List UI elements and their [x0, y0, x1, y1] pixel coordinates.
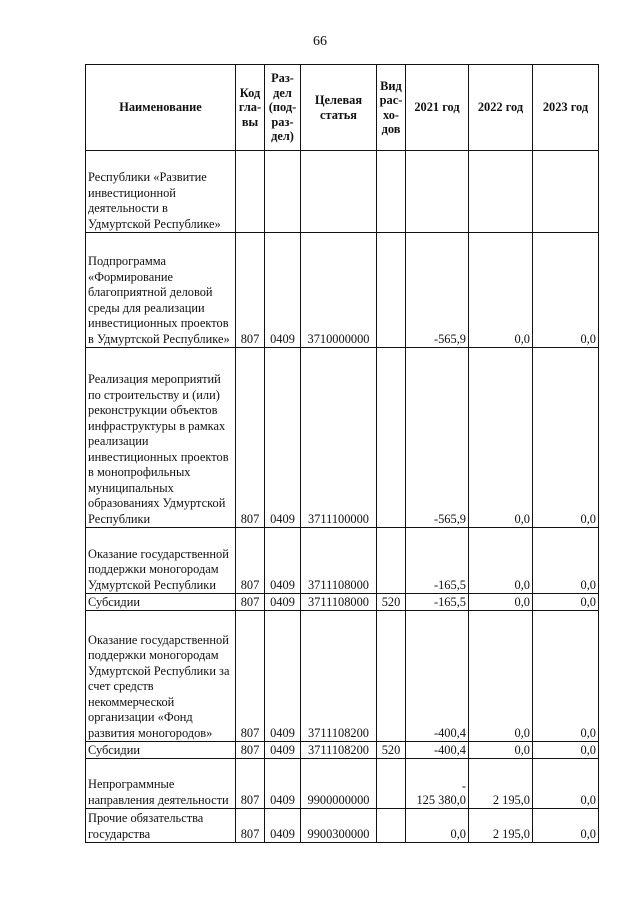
table-row	[86, 348, 599, 528]
row-2023: 0,0	[533, 528, 599, 594]
row-2021: -165,5	[406, 594, 469, 611]
row-2021: 125 380,0	[416, 792, 466, 807]
row-name: Оказание государственной поддержки моногородам Удмуртской Республики	[86, 528, 236, 594]
row-name: Реализация мероприятий по строительству и (или) реконструкции объектов инфраструктуры в рамках реализации инвестиционных проектов в монопрофильных муниципальных образованиях Удмуртской Республики	[86, 348, 236, 528]
row-name: Субсидии	[86, 594, 236, 611]
row-exptype	[377, 528, 406, 594]
row-code: 807	[236, 528, 265, 594]
row-code: 807	[236, 742, 265, 759]
row-2023: 0,0	[533, 233, 599, 348]
row-2021: -165,5	[406, 528, 469, 594]
table-row	[86, 809, 599, 843]
row-target: 3711108000	[301, 528, 377, 594]
row-target	[301, 151, 377, 233]
row-exptype: 520	[377, 594, 406, 611]
row-code: 807	[236, 809, 265, 843]
row-2021-dash: -	[461, 778, 466, 793]
table-row	[86, 528, 599, 594]
row-name: Оказание государственной поддержки моногородам Удмуртской Республики за счет средств некоммерческой организации «Фонд развития моногородов»	[86, 611, 236, 742]
row-2022: 0,0	[469, 528, 533, 594]
table-row	[86, 759, 599, 809]
row-2021	[406, 151, 469, 233]
row-name: Прочие обязательства государства	[86, 809, 236, 843]
header-section: Раз- дел (под- раз- дел)	[265, 65, 301, 151]
row-section: 0409	[265, 809, 301, 843]
row-exptype	[377, 348, 406, 528]
row-2021: -400,4	[406, 742, 469, 759]
row-2021: 0,0	[406, 809, 469, 843]
table-row	[86, 594, 599, 611]
row-target: 3710000000	[301, 233, 377, 348]
row-exptype	[377, 611, 406, 742]
row-section: 0409	[265, 611, 301, 742]
row-name: Подпрограмма «Формирование благоприятной деловой среды для реализации инвестиционных проектов в Удмуртской Республике»	[86, 233, 236, 348]
header-target: Целевая статья	[301, 65, 377, 151]
row-section: 0409	[265, 528, 301, 594]
header-2023: 2023 год	[533, 65, 599, 151]
row-2022: 0,0	[469, 348, 533, 528]
table-row	[86, 742, 599, 759]
row-2023: 0,0	[533, 611, 599, 742]
table-row	[86, 151, 599, 233]
row-target: 3711100000	[301, 348, 377, 528]
row-code	[236, 151, 265, 233]
row-exptype	[377, 809, 406, 843]
row-2022: 0,0	[469, 742, 533, 759]
header-exptype: Вид рас- хо- дов	[377, 65, 406, 151]
row-2022: 2 195,0	[469, 759, 533, 809]
row-2023: 0,0	[533, 594, 599, 611]
row-code: 807	[236, 348, 265, 528]
row-code: 807	[236, 759, 265, 809]
row-name: Субсидии	[86, 742, 236, 759]
row-section: 0409	[265, 594, 301, 611]
row-target: 3711108000	[301, 594, 377, 611]
row-section: 0409	[265, 742, 301, 759]
row-2021: -565,9	[406, 233, 469, 348]
row-2023	[533, 151, 599, 233]
row-2022: 0,0	[469, 233, 533, 348]
header-name: Наименование	[86, 65, 236, 151]
header-code: Код гла- вы	[236, 65, 265, 151]
row-2022: 0,0	[469, 611, 533, 742]
page-number: 66	[313, 34, 327, 49]
row-code: 807	[236, 611, 265, 742]
row-2022	[469, 151, 533, 233]
row-2021: -565,9	[406, 348, 469, 528]
row-exptype: 520	[377, 742, 406, 759]
table-row	[86, 233, 599, 348]
row-section: 0409	[265, 233, 301, 348]
row-2022: 0,0	[469, 594, 533, 611]
header-row	[86, 65, 599, 151]
row-2023: 0,0	[533, 809, 599, 843]
row-2023: 0,0	[533, 742, 599, 759]
row-name: Непрограммные направления деятельности	[86, 759, 236, 809]
row-exptype	[377, 233, 406, 348]
row-2021-cell	[406, 759, 469, 809]
row-2023: 0,0	[533, 759, 599, 809]
row-2022: 2 195,0	[469, 809, 533, 843]
row-target: 9900000000	[301, 759, 377, 809]
row-section	[265, 151, 301, 233]
row-section: 0409	[265, 759, 301, 809]
row-name: Республики «Развитие инвестиционной деятельности в Удмуртской Республике»	[86, 151, 236, 233]
row-2021: -400,4	[406, 611, 469, 742]
row-2023: 0,0	[533, 348, 599, 528]
table-row	[86, 611, 599, 742]
row-exptype	[377, 151, 406, 233]
budget-table	[85, 64, 599, 843]
row-section: 0409	[265, 348, 301, 528]
row-code: 807	[236, 594, 265, 611]
row-target: 9900300000	[301, 809, 377, 843]
row-code: 807	[236, 233, 265, 348]
row-exptype	[377, 759, 406, 809]
header-2022: 2022 год	[469, 65, 533, 151]
row-target: 3711108200	[301, 742, 377, 759]
header-2021: 2021 год	[406, 65, 469, 151]
row-target: 3711108200	[301, 611, 377, 742]
